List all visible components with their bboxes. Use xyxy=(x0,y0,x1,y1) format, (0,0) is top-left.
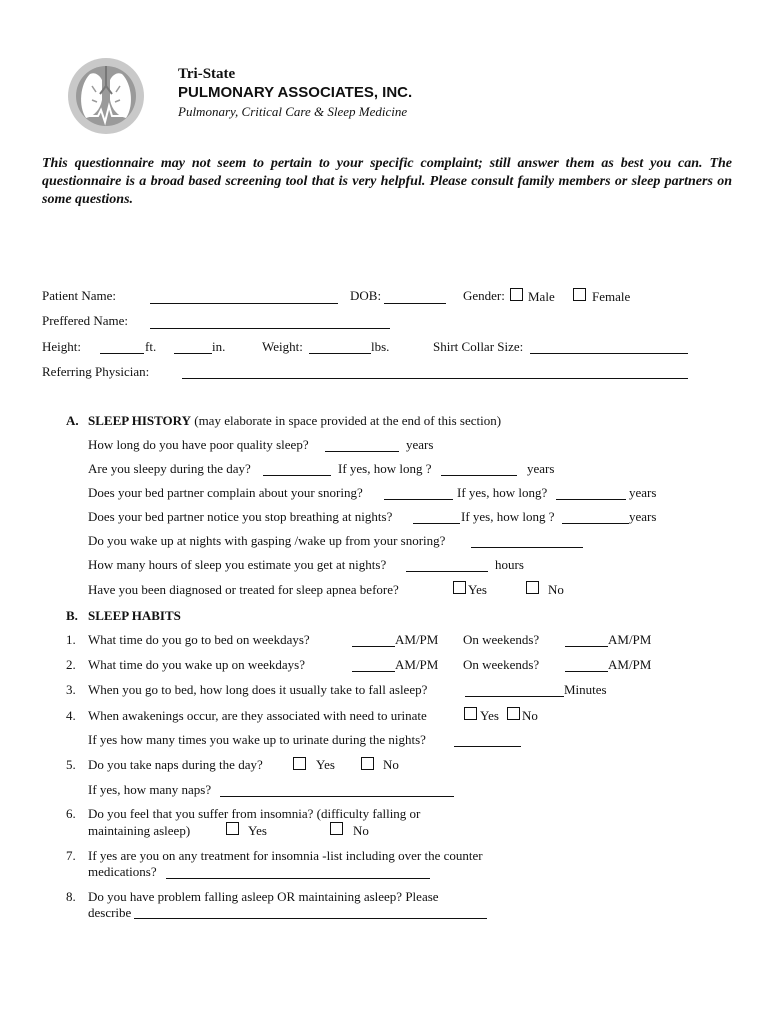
a-q5-text: Do you wake up at nights with gasping /wake up from your snoring? xyxy=(88,533,446,548)
a-q1-text: How long do you have poor quality sleep? xyxy=(88,437,309,452)
b-q4-yes-checkbox[interactable] xyxy=(464,707,477,720)
lbs-unit: lbs. xyxy=(371,339,390,354)
a-q3-follow: If yes, how long? xyxy=(457,485,548,500)
collar-size-field[interactable] xyxy=(530,353,688,354)
female-label: Female xyxy=(592,289,631,304)
b-q5-no-checkbox[interactable] xyxy=(361,757,374,770)
weight-label: Weight: xyxy=(262,339,303,354)
a-q6-unit: hours xyxy=(495,557,524,572)
a-q3-follow-field[interactable] xyxy=(556,499,626,500)
b-q8-text-b: describe xyxy=(88,905,132,920)
a-q4-text: Does your bed partner notice you stop breathing at nights? xyxy=(88,509,393,524)
lungs-logo xyxy=(66,56,146,136)
gender-label: Gender: xyxy=(463,288,505,303)
b-q7-text-a: If yes are you on any treatment for insomnia -list including over the counter xyxy=(88,848,483,863)
b-q5-no-label: No xyxy=(383,757,399,772)
a-q3-text: Does your bed partner complain about your snoring? xyxy=(88,485,363,500)
b-q2-weekend-ampm: AM/PM xyxy=(608,657,652,672)
practice-name-line2: PULMONARY ASSOCIATES, INC. xyxy=(178,84,413,101)
a-q3-unit: years xyxy=(629,485,657,500)
a-q4-unit: years xyxy=(629,509,657,524)
a-q6-text: How many hours of sleep you estimate you get at nights? xyxy=(88,557,387,572)
b-q8-field[interactable] xyxy=(134,918,487,919)
section-a-subtitle: (may elaborate in space provided at the end of this section) xyxy=(194,413,502,428)
b-q5-text: Do you take naps during the day? xyxy=(88,757,263,772)
b-q2-weekend-field[interactable] xyxy=(565,671,608,672)
b-q1-weekend-field[interactable] xyxy=(565,646,608,647)
patient-name-label: Patient Name: xyxy=(42,288,117,303)
a-q7-yes-label: Yes xyxy=(468,582,487,597)
b-q7-field[interactable] xyxy=(166,878,430,879)
b-q6-yes-label: Yes xyxy=(248,823,267,838)
a-q4-follow: If yes, how long ? xyxy=(461,509,555,524)
b-q8-text-a: Do you have problem falling asleep OR maintaining asleep? Please xyxy=(88,889,439,904)
b-q4-follow-field[interactable] xyxy=(454,746,521,747)
dob-field[interactable] xyxy=(384,303,446,304)
b-q3-number: 3. xyxy=(66,682,76,697)
patient-name-field[interactable] xyxy=(150,303,338,304)
b-q1-field[interactable] xyxy=(352,646,395,647)
b-q7-text-b: medications? xyxy=(88,864,157,879)
b-q5-follow: If yes, how many naps? xyxy=(88,782,212,797)
a-q4-field[interactable] xyxy=(413,523,460,524)
a-q5-field[interactable] xyxy=(471,547,583,548)
ft-unit: ft. xyxy=(145,339,157,354)
weight-field[interactable] xyxy=(309,353,371,354)
b-q6-no-label: No xyxy=(353,823,369,838)
male-checkbox[interactable] xyxy=(510,288,523,301)
practice-specialty: Pulmonary, Critical Care & Sleep Medicine xyxy=(178,104,408,119)
a-q1-field[interactable] xyxy=(325,451,399,452)
b-q5-follow-field[interactable] xyxy=(220,796,454,797)
b-q2-weekends: On weekends? xyxy=(463,657,540,672)
a-q2-text: Are you sleepy during the day? xyxy=(88,461,251,476)
b-q2-field[interactable] xyxy=(352,671,395,672)
in-unit: in. xyxy=(212,339,226,354)
male-label: Male xyxy=(528,289,555,304)
b-q1-weekend-ampm: AM/PM xyxy=(608,632,652,647)
section-b-letter: B. xyxy=(66,608,78,623)
a-q7-text: Have you been diagnosed or treated for sleep apnea before? xyxy=(88,582,399,597)
collar-size-label: Shirt Collar Size: xyxy=(433,339,524,354)
b-q6-number: 6. xyxy=(66,806,76,821)
a-q7-no-checkbox[interactable] xyxy=(526,581,539,594)
a-q1-unit: years xyxy=(406,437,434,452)
b-q2-text: What time do you wake up on weekdays? xyxy=(88,657,305,672)
b-q1-number: 1. xyxy=(66,632,76,647)
b-q4-yes-label: Yes xyxy=(480,708,499,723)
dob-label: DOB: xyxy=(350,288,382,303)
b-q1-text: What time do you go to bed on weekdays? xyxy=(88,632,310,647)
b-q8-number: 8. xyxy=(66,889,76,904)
preferred-name-label: Preffered Name: xyxy=(42,313,129,328)
height-label: Height: xyxy=(42,339,81,354)
b-q2-ampm: AM/PM xyxy=(395,657,439,672)
b-q6-text-b: maintaining asleep) xyxy=(88,823,191,838)
female-checkbox[interactable] xyxy=(573,288,586,301)
a-q3-field[interactable] xyxy=(384,499,453,500)
b-q1-weekends: On weekends? xyxy=(463,632,540,647)
a-q4-follow-field[interactable] xyxy=(562,523,629,524)
a-q7-yes-checkbox[interactable] xyxy=(453,581,466,594)
section-a-letter: A. xyxy=(66,413,79,428)
section-a-heading xyxy=(88,413,501,429)
b-q4-no-checkbox[interactable] xyxy=(507,707,520,720)
b-q5-yes-checkbox[interactable] xyxy=(293,757,306,770)
height-ft-field[interactable] xyxy=(100,353,144,354)
b-q7-number: 7. xyxy=(66,848,76,863)
b-q5-yes-label: Yes xyxy=(316,757,335,772)
b-q4-follow: If yes how many times you wake up to urinate during the nights? xyxy=(88,732,426,747)
b-q1-ampm: AM/PM xyxy=(395,632,439,647)
a-q6-field[interactable] xyxy=(406,571,488,572)
a-q2-unit: years xyxy=(527,461,555,476)
preferred-name-field[interactable] xyxy=(150,328,390,329)
referring-physician-field[interactable] xyxy=(182,378,688,379)
section-b-title: SLEEP HABITS xyxy=(88,608,181,623)
b-q4-text: When awakenings occur, are they associated with need to urinate xyxy=(88,708,427,723)
b-q6-no-checkbox[interactable] xyxy=(330,822,343,835)
a-q2-field[interactable] xyxy=(263,475,331,476)
b-q4-number: 4. xyxy=(66,708,76,723)
a-q7-no-label: No xyxy=(548,582,564,597)
b-q6-text-a: Do you feel that you suffer from insomnia? (difficulty falling or xyxy=(88,806,421,821)
referring-physician-label: Referring Physician: xyxy=(42,364,150,379)
b-q2-number: 2. xyxy=(66,657,76,672)
a-q2-follow: If yes, how long ? xyxy=(338,461,432,476)
height-in-field[interactable] xyxy=(174,353,212,354)
practice-name-line1: Tri-State xyxy=(178,66,236,82)
b-q5-number: 5. xyxy=(66,757,76,772)
b-q4-no-label: No xyxy=(522,708,538,723)
a-q2-follow-field[interactable] xyxy=(441,475,517,476)
intro-paragraph: This questionnaire may not seem to pertain to your specific complaint; still answer them as best you can. The questionnaire is a broad based screening tool that is very helpful. Please consult family members or sleep partners on some questions. xyxy=(42,156,732,207)
b-q3-field[interactable] xyxy=(465,696,564,697)
section-a-title: SLEEP HISTORY xyxy=(88,413,191,428)
b-q3-text: When you go to bed, how long does it usually take to fall asleep? xyxy=(88,682,428,697)
b-q6-yes-checkbox[interactable] xyxy=(226,822,239,835)
b-q3-minutes: Minutes xyxy=(564,682,607,697)
